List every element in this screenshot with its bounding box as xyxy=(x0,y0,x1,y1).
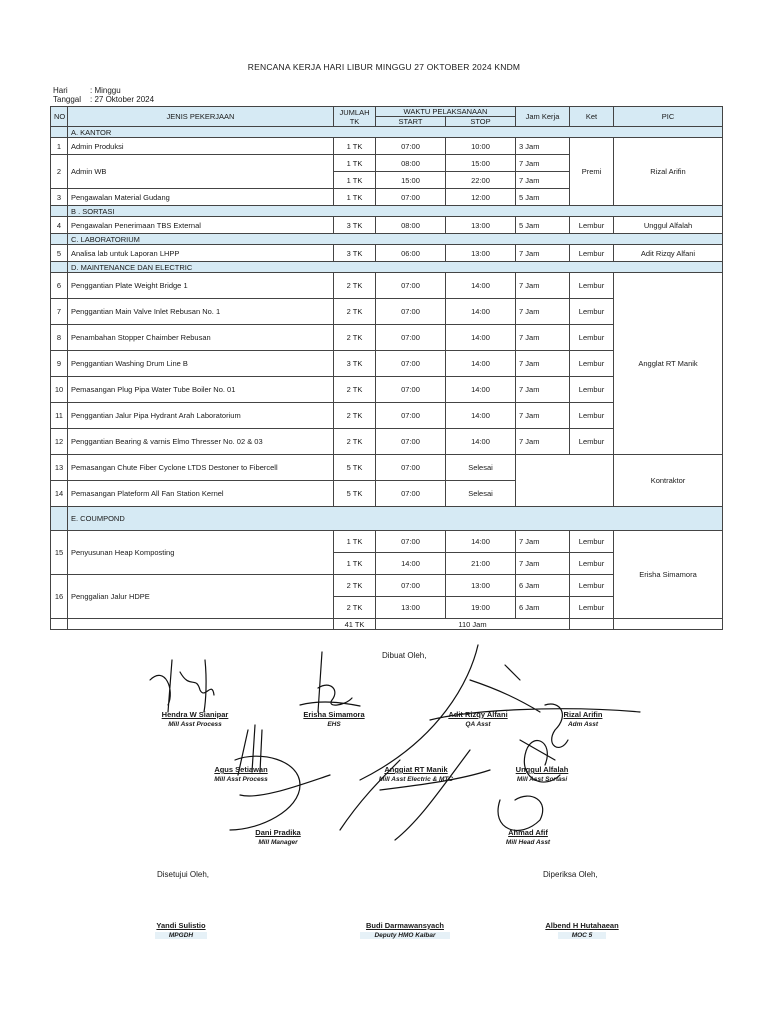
cell-tk: 2 TK xyxy=(334,273,376,299)
day-label: Hari xyxy=(53,86,68,95)
cell-job: Penyusunan Heap Komposting xyxy=(68,531,334,575)
cell-no: 7 xyxy=(51,299,68,325)
signatory-name: Albend H Hutahaean xyxy=(545,921,619,930)
made-by-label: Dibuat Oleh, xyxy=(382,651,427,660)
cell-tk: 1 TK xyxy=(334,172,376,189)
cell-no: 2 xyxy=(51,155,68,189)
header-no: NO xyxy=(51,107,68,127)
cell-ket: Lembur xyxy=(570,553,614,575)
signatory xyxy=(140,710,250,728)
cell-stop: 14:00 xyxy=(446,273,516,299)
total-tk: 41 TK xyxy=(334,619,376,630)
cell-hours: 7 Jam xyxy=(516,155,570,172)
cell-hours: 3 Jam xyxy=(516,138,570,155)
cell-stop: 14:00 xyxy=(446,377,516,403)
cell-stop: 13:00 xyxy=(446,245,516,262)
cell-hours: 7 Jam xyxy=(516,531,570,553)
cell-job: Penggantian Jalur Pipa Hydrant Arah Laboratorium xyxy=(68,403,334,429)
cell-tk: 2 TK xyxy=(334,403,376,429)
cell-tk: 1 TK xyxy=(334,155,376,172)
cell-start: 08:00 xyxy=(376,217,446,234)
cell-hours: 7 Jam xyxy=(516,351,570,377)
date-label: Tanggal xyxy=(53,95,82,104)
cell-start: 07:00 xyxy=(376,403,446,429)
signatory xyxy=(492,765,592,783)
section-kantor: A. KANTOR xyxy=(68,127,723,138)
cell-no: 14 xyxy=(51,481,68,507)
cell-ket: Lembur xyxy=(570,299,614,325)
cell-job: Penggantian Plate Weight Bridge 1 xyxy=(68,273,334,299)
cell-hours: 7 Jam xyxy=(516,403,570,429)
cell-job: Penambahan Stopper Chaimber Rebusan xyxy=(68,325,334,351)
cell-ket: Lembur xyxy=(570,351,614,377)
cell-stop: 14:00 xyxy=(446,429,516,455)
cell-tk: 1 TK xyxy=(334,553,376,575)
cell-ket: Lembur xyxy=(570,245,614,262)
cell-no: 6 xyxy=(51,273,68,299)
cell-pic-contractor: Kontraktor xyxy=(614,455,723,507)
signatory-name: Agus Setiawan xyxy=(214,765,268,774)
cell-tk: 5 TK xyxy=(334,481,376,507)
cell-no: 3 xyxy=(51,189,68,206)
header-job: JENIS PEKERJAAN xyxy=(68,107,334,127)
signatory-name: Yandi Sulistio xyxy=(156,921,206,930)
signatory-role: Mill Asst Process xyxy=(214,776,268,783)
cell-tk: 5 TK xyxy=(334,455,376,481)
cell-start: 07:00 xyxy=(376,377,446,403)
cell-stop: Selesai xyxy=(446,455,516,481)
header-note: Ket xyxy=(570,107,614,127)
signatory xyxy=(186,765,296,783)
cell-start: 07:00 xyxy=(376,325,446,351)
approved-by-label: Disetujui Oleh, xyxy=(157,870,210,879)
cell-no: 13 xyxy=(51,455,68,481)
cell-hours: 5 Jam xyxy=(516,217,570,234)
cell-stop: 13:00 xyxy=(446,575,516,597)
cell-tk: 2 TK xyxy=(334,597,376,619)
cell-no: 16 xyxy=(51,575,68,619)
cell-tk: 1 TK xyxy=(334,531,376,553)
cell-no: 15 xyxy=(51,531,68,575)
cell-start: 07:00 xyxy=(376,429,446,455)
cell-no: 1 xyxy=(51,138,68,155)
signatory-role: EHS xyxy=(327,721,341,728)
signatory xyxy=(126,921,236,939)
cell-tk: 2 TK xyxy=(334,377,376,403)
signatory xyxy=(538,710,628,728)
header-hours: Jam Kerja xyxy=(516,107,570,127)
document-title: RENCANA KERJA HARI LIBUR MINGGU 27 OKTOBER 2024 KNDM xyxy=(247,62,521,72)
cell-hours: 7 Jam xyxy=(516,553,570,575)
cell-hours: 7 Jam xyxy=(516,245,570,262)
cell-tk: 2 TK xyxy=(334,325,376,351)
cell-job: Pemasangan Plateform All Fan Station Kernel xyxy=(68,481,334,507)
cell-job: Pengawalan Penerimaan TBS External xyxy=(68,217,334,234)
signatory-role: MPGDH xyxy=(155,932,207,939)
cell-pic-kantor: Rizal Arifin xyxy=(614,138,723,206)
signatory-name: Anggiat RT Manik xyxy=(384,765,448,774)
cell-tk: 2 TK xyxy=(334,429,376,455)
signatory-role: Deputy HMO Kalbar xyxy=(360,932,449,939)
signatory-role: Mill Asst Electric & MTC xyxy=(378,776,454,783)
cell-stop: 13:00 xyxy=(446,217,516,234)
cell-pic-maintenance: Angglat RT Manik xyxy=(614,273,723,455)
cell-stop: 14:00 xyxy=(446,351,516,377)
signatory-role: MOC 5 xyxy=(558,932,607,939)
cell-no: 5 xyxy=(51,245,68,262)
cell-stop: 19:00 xyxy=(446,597,516,619)
cell-stop: 12:00 xyxy=(446,189,516,206)
cell-stop: 14:00 xyxy=(446,531,516,553)
signatory-name: Erisha Simamora xyxy=(303,710,365,719)
cell-hours: 7 Jam xyxy=(516,172,570,189)
cell-job: Admin Produksi xyxy=(68,138,334,155)
cell-hours: 5 Jam xyxy=(516,189,570,206)
cell-stop: 14:00 xyxy=(446,325,516,351)
cell-ket: Lembur xyxy=(570,429,614,455)
signatory-role: Mill Asst Sortasi xyxy=(516,776,568,783)
cell-ket: Lembur xyxy=(570,217,614,234)
cell-pic: Unggul Alfalah xyxy=(614,217,723,234)
header-time: WAKTU PELAKSANAAN xyxy=(376,107,516,117)
cell-ket: Lembur xyxy=(570,403,614,429)
cell-ket: Lembur xyxy=(570,325,614,351)
cell-tk: 1 TK xyxy=(334,189,376,206)
cell-stop: 14:00 xyxy=(446,403,516,429)
cell-pic: Adit Rizqy Alfani xyxy=(614,245,723,262)
cell-tk: 1 TK xyxy=(334,138,376,155)
cell-hours: 7 Jam xyxy=(516,429,570,455)
cell-start: 07:00 xyxy=(376,299,446,325)
cell-start: 14:00 xyxy=(376,553,446,575)
cell-start: 07:00 xyxy=(376,273,446,299)
cell-hours: 7 Jam xyxy=(516,299,570,325)
cell-start: 07:00 xyxy=(376,189,446,206)
section-maintenance: D. MAINTENANCE DAN ELECTRIC xyxy=(68,262,723,273)
cell-job: Analisa lab untuk Laporan LHPP xyxy=(68,245,334,262)
signatory-name: Budi Darmawansyach xyxy=(366,921,444,930)
cell-stop: Selesai xyxy=(446,481,516,507)
cell-ket: Lembur xyxy=(570,597,614,619)
cell-no: 8 xyxy=(51,325,68,351)
cell-job: Pemasangan Plug Pipa Water Tube Boiler No. 01 xyxy=(68,377,334,403)
signatory xyxy=(356,765,476,783)
date-value: : 27 Oktober 2024 xyxy=(90,95,155,104)
cell-no: 9 xyxy=(51,351,68,377)
cell-ket: Lembur xyxy=(570,273,614,299)
cell-no: 12 xyxy=(51,429,68,455)
cell-job: Admin WB xyxy=(68,155,334,189)
cell-ket: Lembur xyxy=(570,575,614,597)
signatory xyxy=(228,828,328,846)
signatory-name: Hendra W Sianipar xyxy=(161,710,229,719)
cell-start: 07:00 xyxy=(376,575,446,597)
cell-ket-kantor: Premi xyxy=(570,138,614,206)
cell-start: 07:00 xyxy=(376,531,446,553)
cell-hours: 7 Jam xyxy=(516,273,570,299)
signatory xyxy=(522,921,642,939)
signatory-name: Rizal Arifin xyxy=(563,710,603,719)
day-value: : Minggu xyxy=(90,86,121,95)
section-compound: E. COUMPOND xyxy=(68,507,723,531)
cell-job: Pengawalan Material Gudang xyxy=(68,189,334,206)
cell-no: 10 xyxy=(51,377,68,403)
header-start: START xyxy=(376,117,446,127)
cell-tk: 2 TK xyxy=(334,299,376,325)
cell-job: Pemasangan Chute Fiber Cyclone LTDS Destoner to Fibercell xyxy=(68,455,334,481)
cell-tk: 2 TK xyxy=(334,575,376,597)
signatory-role: Mill Head Asst xyxy=(505,839,551,846)
cell-hours: 7 Jam xyxy=(516,325,570,351)
cell-job: Penggalian Jalur HDPE xyxy=(68,575,334,619)
cell-start: 07:00 xyxy=(376,455,446,481)
cell-start: 13:00 xyxy=(376,597,446,619)
cell-stop: 21:00 xyxy=(446,553,516,575)
cell-start: 06:00 xyxy=(376,245,446,262)
cell-start: 08:00 xyxy=(376,155,446,172)
signatory-name: Ahmad Afif xyxy=(508,828,548,837)
cell-no: 11 xyxy=(51,403,68,429)
section-laboratorium: C. LABORATORIUM xyxy=(68,234,723,245)
signatory-role: Mill Manager xyxy=(258,839,298,846)
signatory xyxy=(340,921,470,939)
signatory xyxy=(428,710,528,728)
cell-start: 07:00 xyxy=(376,481,446,507)
checked-by-label: Diperiksa Oleh, xyxy=(543,870,598,879)
signatory-role: Adm Asst xyxy=(567,721,599,728)
cell-no: 4 xyxy=(51,217,68,234)
cell-stop: 15:00 xyxy=(446,155,516,172)
cell-tk: 3 TK xyxy=(334,217,376,234)
signatory-name: Adit Rizqy Alfani xyxy=(448,710,508,719)
cell-job: Penggantian Washing Drum Line B xyxy=(68,351,334,377)
signatory-role: QA Asst xyxy=(465,721,491,728)
header-pic: PIC xyxy=(614,107,723,127)
cell-ket: Lembur xyxy=(570,531,614,553)
cell-pic-compound: Erisha Simamora xyxy=(614,531,723,619)
signatory xyxy=(478,828,578,846)
cell-tk: 3 TK xyxy=(334,245,376,262)
cell-job: Penggantian Main Valve Inlet Rebusan No. 1 xyxy=(68,299,334,325)
signatory-name: Unggul Alfalah xyxy=(515,765,569,774)
signatory-role: Mill Asst Process xyxy=(168,721,222,728)
cell-tk: 3 TK xyxy=(334,351,376,377)
header-stop: STOP xyxy=(446,117,516,127)
signatory xyxy=(284,710,384,728)
cell-stop: 14:00 xyxy=(446,299,516,325)
cell-job: Penggantian Bearing & varnis Elmo Thresser No. 02 & 03 xyxy=(68,429,334,455)
cell-start: 07:00 xyxy=(376,351,446,377)
cell-start: 15:00 xyxy=(376,172,446,189)
total-hours: 110 Jam xyxy=(376,619,570,630)
signatory-name: Dani Pradika xyxy=(255,828,301,837)
cell-hours: 6 Jam xyxy=(516,597,570,619)
cell-hours: 7 Jam xyxy=(516,377,570,403)
cell-start: 07:00 xyxy=(376,138,446,155)
cell-stop: 22:00 xyxy=(446,172,516,189)
cell-ket: Lembur xyxy=(570,377,614,403)
section-sortasi: B . SORTASI xyxy=(68,206,723,217)
cell-stop: 10:00 xyxy=(446,138,516,155)
header-count: JUMLAH TK xyxy=(334,107,376,127)
cell-hours: 6 Jam xyxy=(516,575,570,597)
